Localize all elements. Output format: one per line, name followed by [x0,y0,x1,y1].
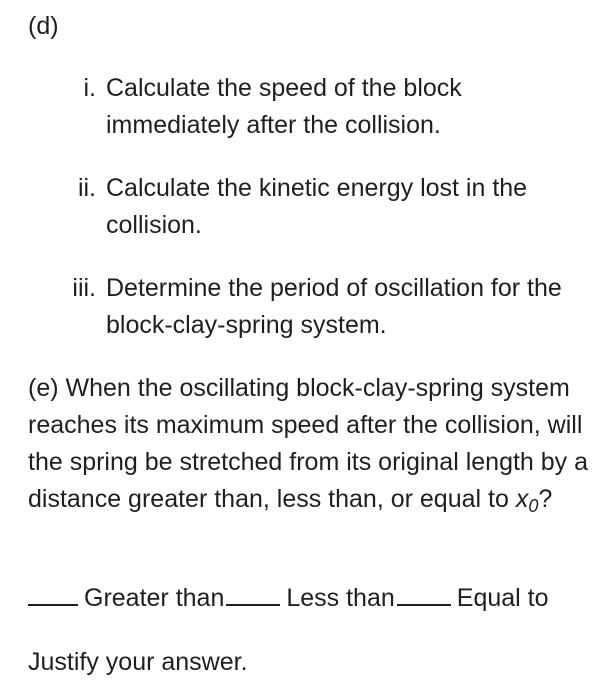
subquestion-text: Calculate the speed of the block immediately after the collision. [106,74,462,139]
subquestion-number: ii. [77,174,96,202]
subquestion-number: iii. [72,274,96,302]
part-e-question [28,370,598,525]
part-d-label: (d) [28,12,59,40]
greater-than-label: Greater than [84,584,225,612]
x0-variable: $x_0$ [515,485,539,516]
part-e-text: (e) When the oscillating block-clay-spring system reaches its maximum speed after the collision, will the spring be stretched from its original length by a distance greater than, less than, or equal to [28,374,589,513]
question-mark: ? [538,485,553,513]
subquestion-number: i. [83,74,96,102]
subquestion-text: Determine the period of oscillation for the block-clay-spring system. [106,274,562,339]
less-than-label: Less than [286,584,395,612]
less-than-blank[interactable] [226,580,280,606]
answer-choices [28,580,598,617]
equal-to-blank[interactable] [397,580,451,606]
justify-prompt: Justify your answer. [28,648,248,676]
equal-to-label: Equal to [456,584,549,612]
subquestion-text: Calculate the kinetic energy lost in the collision. [106,174,528,239]
greater-than-blank[interactable] [28,580,78,606]
